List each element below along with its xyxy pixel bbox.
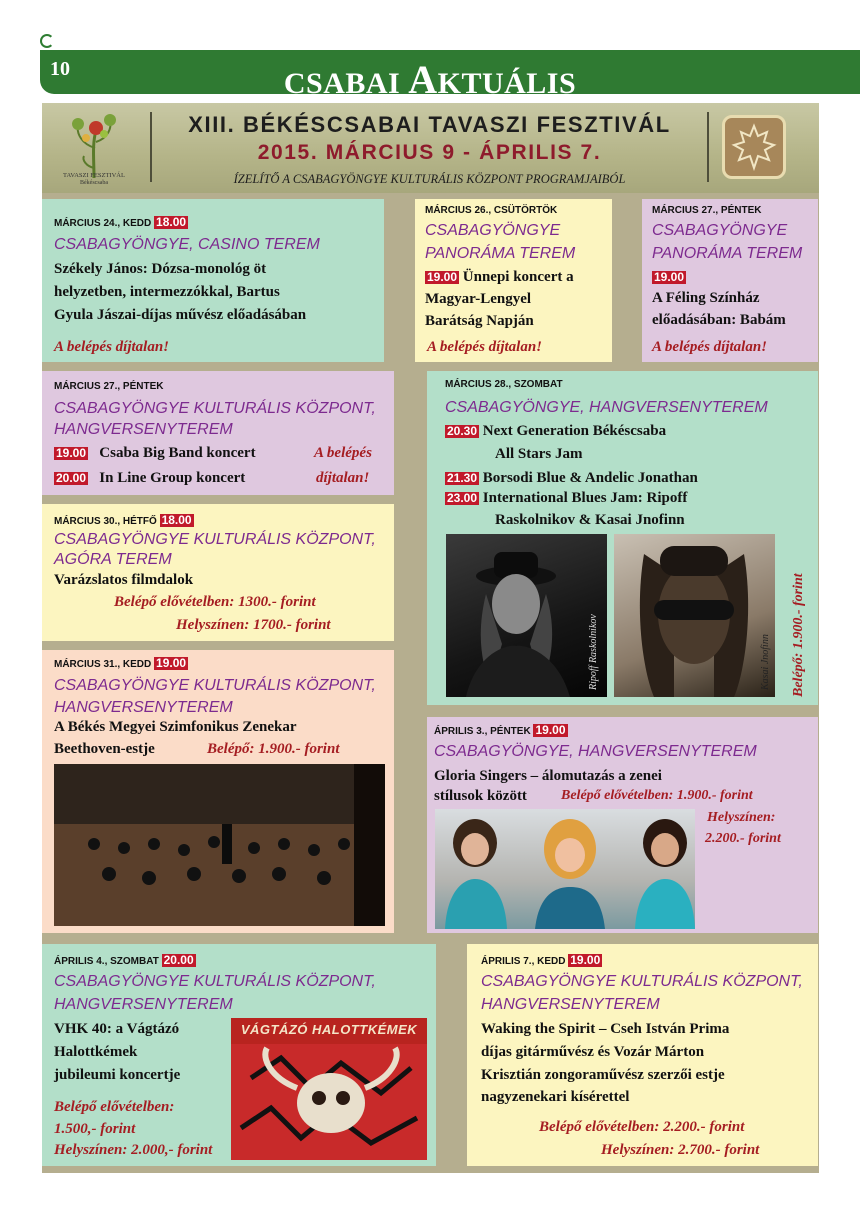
entry-info: A belépés díjtalan! bbox=[652, 339, 768, 355]
entry-info: Helyszínen: 2.700.- forint bbox=[601, 1142, 760, 1158]
swirl-icon bbox=[40, 34, 54, 48]
time-badge: 19.00 bbox=[56, 446, 87, 460]
event-venue: CSABAGYÖNGYE KULTURÁLIS KÖZPONT, bbox=[54, 677, 376, 694]
event-venue: HANGVERSENYTEREM bbox=[481, 996, 660, 1013]
event-venue: CSABAGYÖNGYE KULTURÁLIS KÖZPONT, bbox=[481, 973, 803, 990]
time-badge: 18.00 bbox=[156, 215, 187, 229]
entry-info: A belépés díjtalan! bbox=[54, 339, 170, 355]
photo-gloria-singers bbox=[435, 809, 695, 929]
event-title-line: 19.00 Ünnepi koncert a bbox=[427, 269, 574, 285]
event-date: ÁPRILIS 4., SZOMBAT 20.00 bbox=[54, 953, 194, 967]
time-badge: 20.00 bbox=[56, 471, 87, 485]
event-venue: CSABAGYÖNGYE bbox=[425, 222, 561, 239]
time-badge: 19.00 bbox=[570, 953, 601, 967]
event-card bbox=[427, 371, 818, 705]
festival-subtitle: ÍZELÍTŐ A CSABAGYÖNGYE KULTURÁLIS KÖZPONT PROGRAMJAIBÓL bbox=[233, 172, 626, 186]
event-title-line: Halottkémek bbox=[54, 1044, 138, 1060]
event-date: MÁRCIUS 27., PÉNTEK bbox=[652, 205, 762, 216]
event-title-line: VHK 40: a Vágtázó bbox=[54, 1021, 180, 1037]
event-card bbox=[42, 944, 436, 1166]
time-badge: 18.00 bbox=[161, 513, 192, 527]
event-title-line: Waking the Spirit – Cseh István Prima bbox=[481, 1021, 730, 1037]
festival-title: XIII. BÉKÉSCSABAI TAVASZI FESZTIVÁL bbox=[188, 112, 671, 137]
event-card bbox=[642, 199, 818, 362]
program-item-continued: Raskolnikov & Kasai Jnofinn bbox=[495, 512, 685, 528]
event-venue: HANGVERSENYTEREM bbox=[54, 699, 233, 716]
entry-info: Belépő elővételben: 1.900.- forint bbox=[561, 788, 753, 803]
magazine-title bbox=[0, 56, 860, 103]
event-card bbox=[467, 944, 818, 1166]
page-number: 10 bbox=[50, 58, 70, 80]
entry-info: Belépő elővételben: 1300.- forint bbox=[114, 594, 316, 610]
program-item: 20.00 In Line Group koncert bbox=[56, 470, 246, 486]
entry-info: Helyszínen: 2.000,- forint bbox=[54, 1142, 213, 1158]
event-venue: HANGVERSENYTEREM bbox=[54, 996, 233, 1013]
logo-caption-city: Békéscsaba bbox=[80, 180, 108, 186]
event-date: ÁPRILIS 3., PÉNTEK 19.00 bbox=[434, 723, 566, 737]
time-badge: 21.30 bbox=[447, 471, 478, 485]
photo-ripoff-raskolnikov bbox=[446, 534, 607, 697]
program-item: 20.30 Next Generation Békéscsaba bbox=[447, 423, 667, 439]
event-title-line: Székely János: Dózsa-monológ öt bbox=[54, 261, 267, 277]
program-item: 23.00 International Blues Jam: Ripoff bbox=[447, 490, 688, 506]
time-badge: 23.00 bbox=[447, 491, 478, 505]
event-date: MÁRCIUS 31., KEDD 19.00 bbox=[54, 656, 187, 670]
time-badge: 19.00 bbox=[427, 270, 458, 284]
entry-info: 2.200.- forint bbox=[705, 831, 781, 846]
event-title-line: előadásában: Babám bbox=[652, 312, 786, 328]
event-title-line: Magyar-Lengyel bbox=[425, 291, 532, 307]
photo-orchestra bbox=[54, 764, 385, 926]
event-venue: CSABAGYÖNGYE, HANGVERSENYTEREM bbox=[434, 743, 757, 760]
event-card bbox=[42, 504, 394, 641]
entry-info: A belépés bbox=[314, 445, 372, 461]
event-date: MÁRCIUS 28., SZOMBAT bbox=[445, 379, 563, 390]
event-title-line: A Békés Megyei Szimfonikus Zenekar bbox=[54, 719, 297, 735]
photo-kasai-jnofinn bbox=[614, 534, 775, 697]
event-date: MÁRCIUS 27., PÉNTEK bbox=[54, 381, 164, 392]
entry-info: Belépő: 1.900.- forint bbox=[207, 741, 340, 757]
event-date: MÁRCIUS 24., KEDD 18.00 bbox=[54, 215, 187, 229]
event-title-line: Gyula Jászai-díjas művész előadásában bbox=[54, 307, 307, 323]
event-card bbox=[42, 199, 384, 362]
entry-info: Belépő: 1.900.- forint bbox=[791, 573, 806, 697]
title-part1: CSABAI bbox=[283, 67, 409, 100]
event-title-line: Barátság Napján bbox=[425, 313, 534, 329]
event-card bbox=[42, 371, 394, 495]
entry-info: A belépés díjtalan! bbox=[427, 339, 543, 355]
event-date: MÁRCIUS 30., HÉTFŐ 18.00 bbox=[54, 513, 192, 527]
title-big-letter: A bbox=[408, 57, 438, 102]
entry-info: 1.500,- forint bbox=[54, 1121, 136, 1137]
event-title: Varázslatos filmdalok bbox=[54, 572, 194, 588]
event-title-line: jubileumi koncertje bbox=[54, 1067, 181, 1083]
event-venue: PANORÁMA TEREM bbox=[652, 245, 803, 262]
photo-caption: Kasai Jnofinn bbox=[760, 634, 771, 690]
time-badge: 20.30 bbox=[447, 424, 478, 438]
event-venue: CSABAGYÖNGYE KULTURÁLIS KÖZPONT, bbox=[54, 973, 376, 990]
event-venue: HANGVERSENYTEREM bbox=[54, 421, 233, 438]
time-badge: 20.00 bbox=[163, 953, 194, 967]
entry-info: díjtalan! bbox=[316, 470, 370, 486]
event-title-line: Krisztián zongoraművész szerzői estje bbox=[481, 1067, 725, 1083]
entry-info: Belépő elővételben: bbox=[54, 1099, 175, 1115]
program-item: 21.30 Borsodi Blue & Andelic Jonathan bbox=[447, 470, 698, 486]
entry-info: Belépő elővételben: 2.200.- forint bbox=[539, 1119, 745, 1135]
event-card bbox=[415, 199, 612, 362]
event-title-line: stílusok között bbox=[434, 788, 527, 804]
poster-vagtazo-halottkemek bbox=[231, 1018, 427, 1160]
event-venue: CSABAGYÖNGYE KULTURÁLIS KÖZPONT, bbox=[54, 531, 376, 548]
event-title-line: helyzetben, intermezzókkal, Bartus bbox=[54, 284, 280, 300]
logo-caption: TAVASZI FESZTIVÁL bbox=[63, 172, 125, 179]
time-badge: 19.00 bbox=[535, 723, 566, 737]
entry-info: Helyszínen: bbox=[707, 810, 776, 825]
event-title-line: díjas gitárművész és Vozár Márton bbox=[481, 1044, 705, 1060]
entry-info: Helyszínen: 1700.- forint bbox=[176, 617, 331, 633]
event-date: MÁRCIUS 26., CSÜTÖRTÖK bbox=[425, 205, 558, 216]
event-title-line: A Féling Színház bbox=[652, 290, 760, 306]
event-venue: AGÓRA TEREM bbox=[54, 551, 172, 568]
event-venue: CSABAGYÖNGYE, CASINO TEREM bbox=[54, 236, 320, 253]
time-badge: 19.00 bbox=[654, 270, 685, 284]
maple-leaf-emblem-icon bbox=[722, 115, 786, 179]
title-part2: KTUÁLIS bbox=[437, 67, 577, 100]
event-title-line: Gloria Singers – álomutazás a zenei bbox=[434, 768, 662, 784]
event-title-line: Beethoven-estje bbox=[54, 741, 155, 757]
program-item-continued: All Stars Jam bbox=[495, 446, 583, 462]
event-date: ÁPRILIS 7., KEDD 19.00 bbox=[481, 953, 601, 967]
time-badge: 19.00 bbox=[156, 656, 187, 670]
event-venue: CSABAGYÖNGYE, HANGVERSENYTEREM bbox=[445, 399, 768, 416]
program-item: 19.00 Csaba Big Band koncert bbox=[56, 445, 256, 461]
festival-dates: 2015. MÁRCIUS 9 - ÁPRILIS 7. bbox=[257, 141, 602, 164]
event-card bbox=[42, 650, 394, 933]
photo-caption: Ripoff Raskolnikov bbox=[588, 614, 599, 690]
poster-title: VÁGTÁZÓ HALOTTKÉMEK bbox=[240, 1022, 418, 1037]
event-venue: CSABAGYÖNGYE bbox=[652, 222, 788, 239]
event-venue: CSABAGYÖNGYE KULTURÁLIS KÖZPONT, bbox=[54, 400, 376, 417]
banner-divider bbox=[707, 112, 709, 182]
event-title-line: nagyzenekari kísérettel bbox=[481, 1089, 630, 1105]
event-time bbox=[652, 266, 686, 289]
event-venue: PANORÁMA TEREM bbox=[425, 245, 576, 262]
event-card bbox=[427, 717, 818, 933]
